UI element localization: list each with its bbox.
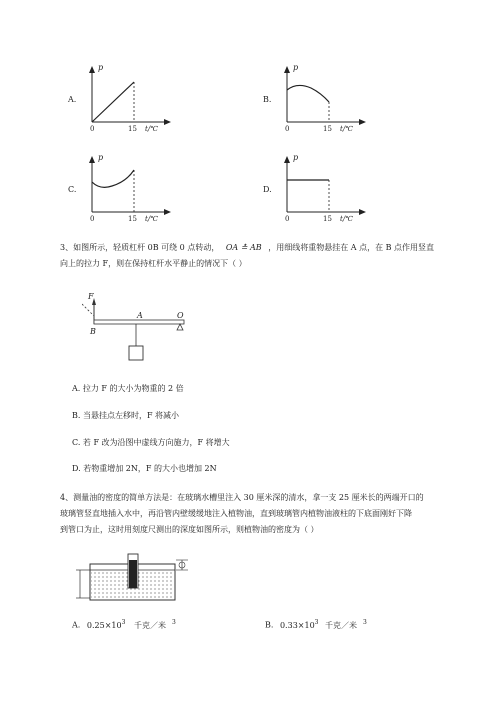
- q3-line1: [60, 242, 434, 254]
- lever-label-o: O: [177, 311, 184, 320]
- q4-line2: 玻璃管竖直地插入水中，再沿管内壁缓缓地注入植物油，直到玻璃管内植物油液柱的下底面刚好下降: [60, 509, 412, 518]
- graph-a-origin: 0: [90, 125, 95, 133]
- graph-a-option: A.: [68, 95, 77, 104]
- tank-figure: [70, 552, 195, 602]
- graph-d: [255, 152, 385, 232]
- graph-d-option: D.: [263, 185, 272, 194]
- graph-d-xtick: 15: [323, 215, 332, 223]
- graph-c: [60, 152, 190, 232]
- q3-line1-b: ，用细线将重物悬挂在 A 点，在 B 点作用竖直: [268, 243, 435, 252]
- q4-option-a: [72, 617, 176, 632]
- graph-c-option: C.: [68, 185, 77, 194]
- q4-option-b: [265, 617, 367, 632]
- graph-d-ylabel: p: [293, 153, 299, 162]
- q3-option-a: A. 拉力 F 的大小为物重的 2 倍: [72, 384, 184, 393]
- graph-b-xtick: 15: [323, 125, 332, 133]
- q4-option-a-unit-exp: 3: [171, 619, 176, 626]
- graph-a-ylabel: p: [98, 63, 104, 72]
- graph-b-curve: [287, 85, 329, 102]
- q4-option-b-unit-exp: 3: [363, 619, 367, 626]
- lever-figure: [82, 288, 202, 368]
- q4-option-a-base: 0.25×10: [86, 620, 122, 630]
- lever-label-a: A: [137, 311, 143, 320]
- q4-option-b-unit: 千克／米: [325, 620, 358, 630]
- graph-c-xlabel: t/℃: [145, 215, 159, 223]
- graph-a-curve: [92, 82, 134, 122]
- q4-option-a-unit: 千克／米: [133, 620, 166, 630]
- graph-c-plot: [60, 152, 190, 232]
- q3-option-d: D. 若物重增加 2N，F 的大小也增加 2N: [72, 464, 217, 473]
- graph-d-xlabel: t/℃: [340, 215, 354, 223]
- graph-a: [60, 60, 190, 140]
- tank-diagram: [70, 552, 195, 602]
- graph-b-origin: 0: [285, 125, 290, 133]
- q3-option-c: C. 若 F 改为沿图中虚线方向施力，F 将增大: [72, 438, 230, 447]
- graph-b-option: B.: [263, 95, 272, 104]
- graph-b-plot: [255, 60, 385, 140]
- q3-formula: OA ≛ AB: [225, 243, 262, 252]
- q4-option-b-base: 0.33×10: [279, 620, 315, 630]
- graph-c-xtick: 15: [128, 215, 137, 223]
- q3-line2: 向上的拉力 F，则在保持杠杆水平静止的情况下（ ）: [60, 259, 247, 268]
- lever-diagram: [82, 288, 202, 368]
- graph-b: [255, 60, 385, 140]
- graph-b-xlabel: t/℃: [340, 125, 354, 133]
- lever-label-f: F: [88, 292, 94, 301]
- graph-a-xlabel: t/℃: [145, 125, 159, 133]
- q4-option-a-exp: 3: [121, 619, 126, 626]
- graph-a-xtick: 15: [128, 125, 137, 133]
- q3-option-b: B. 当悬挂点左移时，F 将减小: [72, 411, 180, 420]
- graph-c-origin: 0: [90, 215, 95, 223]
- lever-label-b: B: [90, 327, 96, 336]
- graph-d-origin: 0: [285, 215, 290, 223]
- q4-option-a-label: A.: [72, 620, 81, 630]
- graph-c-curve: [92, 170, 134, 187]
- q3-line1-a: 3、如图所示，轻质杠杆 0B 可绕 0 点转动，: [60, 243, 220, 252]
- q4-line1: 4、测量油的密度的简单方法是：在玻璃水槽里注入 30 厘米深的清水，拿一支 25 厘米长的两端开口的: [60, 493, 424, 502]
- graph-b-ylabel: p: [293, 63, 299, 72]
- q4-option-b-label: B.: [265, 620, 274, 630]
- graph-d-plot: [255, 152, 385, 232]
- q4-option-b-exp: 3: [314, 619, 319, 626]
- graph-c-ylabel: p: [98, 153, 104, 162]
- q4-line3: 到管口为止，这时用刻度尺测出的深度如图所示，则植物油的密度为（ ）: [60, 525, 319, 534]
- graph-a-plot: [60, 60, 190, 140]
